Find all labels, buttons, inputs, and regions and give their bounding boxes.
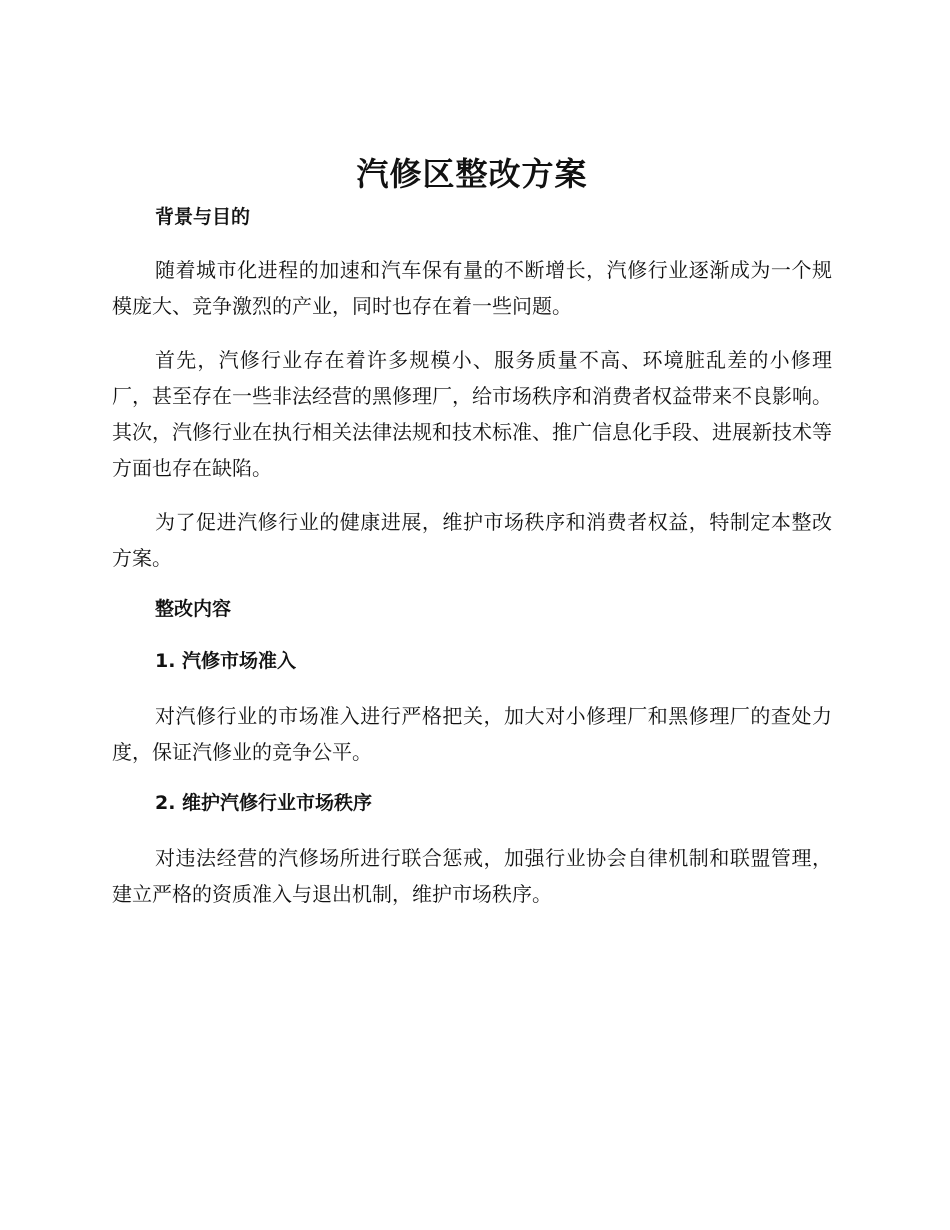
paragraph-market-order: 对违法经营的汽修场所进行联合惩戒，加强行业协会自律机制和联盟管理，建立严格的资质准入与退出机制，维护市场秩序。: [112, 846, 832, 906]
document-body: [112, 150, 832, 930]
section-heading-background: 背景与目的: [155, 206, 251, 228]
subsection-heading-market-order: 2. 维护汽修行业市场秩序: [155, 792, 373, 814]
section-heading-content: 整改内容: [155, 598, 232, 620]
paragraph-background-3: 为了促进汽修行业的健康进展，维护市场秩序和消费者权益，特制定本整改方案。: [112, 510, 832, 570]
paragraph-background-2: 首先，汽修行业存在着许多规模小、服务质量不高、环境脏乱差的小修理厂，甚至存在一些非法经营的黑修理厂，给市场秩序和消费者权益带来不良影响。其次，汽修行业在执行相关法律法规和技术标准、推广信息化手段、进展新技术等方面也存在缺陷。: [112, 348, 832, 480]
document-title: 汽修区整改方案: [356, 155, 588, 193]
subsection-heading-market-access: 1. 汽修市场准入: [155, 650, 297, 672]
paragraph-background-1: 随着城市化进程的加速和汽车保有量的不断增长，汽修行业逐渐成为一个规模庞大、竞争激烈的产业，同时也存在着一些问题。: [112, 258, 832, 318]
paragraph-market-access: 对汽修行业的市场准入进行严格把关，加大对小修理厂和黑修理厂的查处力度，保证汽修业的竞争公平。: [112, 704, 832, 764]
